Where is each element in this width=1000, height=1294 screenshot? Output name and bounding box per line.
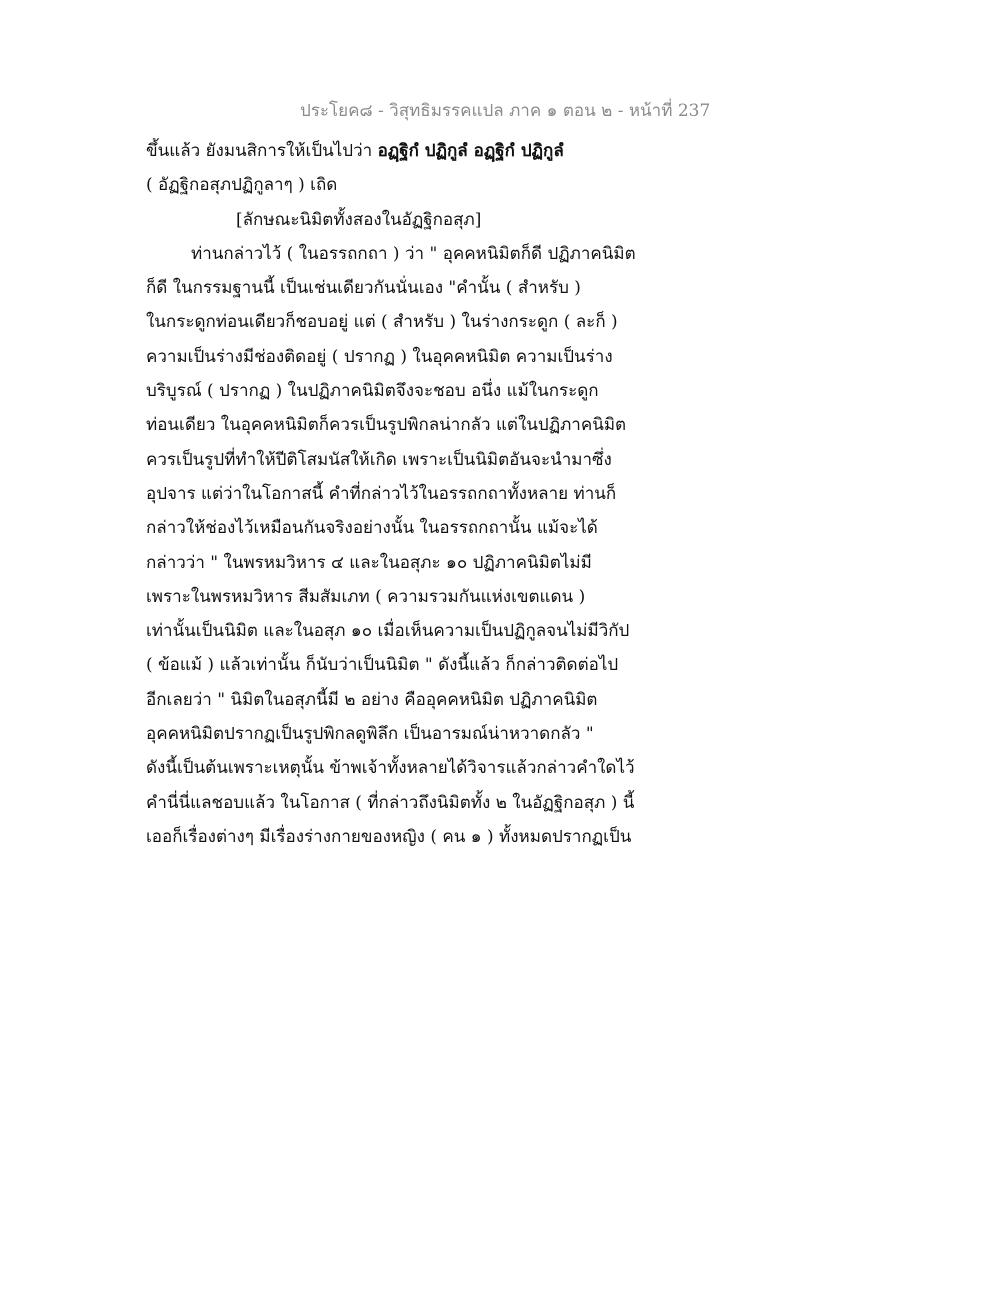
text-line: ความเป็นร่างมีช่องติดอยู่ ( ปรากฏ ) ในอุคคหนิมิต ความเป็นร่าง [146, 346, 613, 367]
text-line: คำนี่นี่แลชอบแล้ว ในโอกาส ( ที่กล่าวถึงนิมิตทั้ง ๒ ในอัฏฐิกอสุภ ) นี้ [146, 792, 635, 813]
text-line [146, 134, 666, 168]
page-header: ประโยค๘ - วิสุทธิมรรคแปล ภาค ๑ ตอน ๒ - หน้าที่ 237 [300, 101, 711, 121]
text-line: ดังนี้เป็นต้นเพราะเหตุนั้น ข้าพเจ้าทั้งหลายได้วิจารแล้วกล่าวคำใดไว้ [146, 758, 635, 779]
text-line: บริบูรณ์ ( ปรากฏ ) ในปฏิภาคนิมิตจึงจะชอบ อนึ่ง แม้ในกระดูก [146, 381, 599, 402]
text-line: กล่าวว่า " ในพรหมวิหาร ๔ และในอสุภะ ๑๐ ปฏิภาคนิมิตไม่มี [146, 552, 592, 573]
text-line: ในกระดูกท่อนเดียวก็ชอบอยู่ แต่ ( สำหรับ ) ในร่างกระดูก ( ละก็ ) [146, 312, 618, 333]
text-line: อุปจาร แต่ว่าในโอกาสนี้ คำที่กล่าวไว้ในอรรถกถาทั้งหลาย ท่านก็ [146, 483, 617, 504]
body-text [146, 134, 666, 854]
pali-phrase: อฏฺฐิกํ ปฏิกูลํ อฏฺฐิกํ ปฏิกูลํ [377, 141, 564, 161]
text-run: ขึ้นแล้ว ยังมนสิการให้เป็นไปว่า [146, 141, 378, 161]
text-line: ( ข้อแม้ ) แล้วเท่านั้น ก็นับว่าเป็นนิมิต " ดังนี้แล้ว ก็กล่าวติดต่อไป [146, 655, 619, 676]
text-line: ก็ดี ในกรรมฐานนี้ เป็นเช่นเดียวกันนั่นเอง "คำนั้น ( สำหรับ ) [146, 278, 581, 299]
text-line: เพราะในพรหมวิหาร สีมสัมเภท ( ความรวมกันแห่งเขตแดน ) [146, 586, 586, 607]
text-line: อีกเลยว่า " นิมิตในอสุภนี้มี ๒ อย่าง คืออุคคหนิมิต ปฏิภาคนิมิต [146, 689, 598, 710]
text-line: เท่านั้นเป็นนิมิต และในอสุภ ๑๐ เมื่อเห็นความเป็นปฏิกูลจนไม่มีวิกัป [146, 621, 630, 642]
paragraph-first-line: ท่านกล่าวไว้ ( ในอรรถกถา ) ว่า " อุคคหนิมิตก็ดี ปฏิภาคนิมิต [191, 243, 636, 264]
text-line: ( อัฏฐิกอสุภปฏิกูลาๆ ) เถิด [146, 175, 338, 196]
text-line: อุคคหนิมิตปรากฏเป็นรูปพิกลดูพิลึก เป็นอารมณ์น่าหวาดกลัว " [146, 724, 594, 745]
text-line: กล่าวให้ช่องไว้เหมือนกันจริงอย่างนั้น ในอรรถกถานั้น แม้จะได้ [146, 518, 598, 539]
section-subheading: [ลักษณะนิมิตทั้งสองในอัฏฐิกอสุภ] [236, 209, 482, 230]
text-line: ควรเป็นรูปที่ทำให้ปีติโสมนัสให้เกิด เพราะเป็นนิมิตอันจะนำมาซึ่ง [146, 449, 612, 470]
text-line: ท่อนเดียว ในอุคคหนิมิตก็ควรเป็นรูปพิกลน่ากลัว แต่ในปฏิภาคนิมิต [146, 415, 627, 436]
text-line: เออก็เรื่องต่างๆ มีเรื่องร่างกายของหญิง ( คน ๑ ) ทั้งหมดปรากฏเป็น [146, 826, 632, 847]
